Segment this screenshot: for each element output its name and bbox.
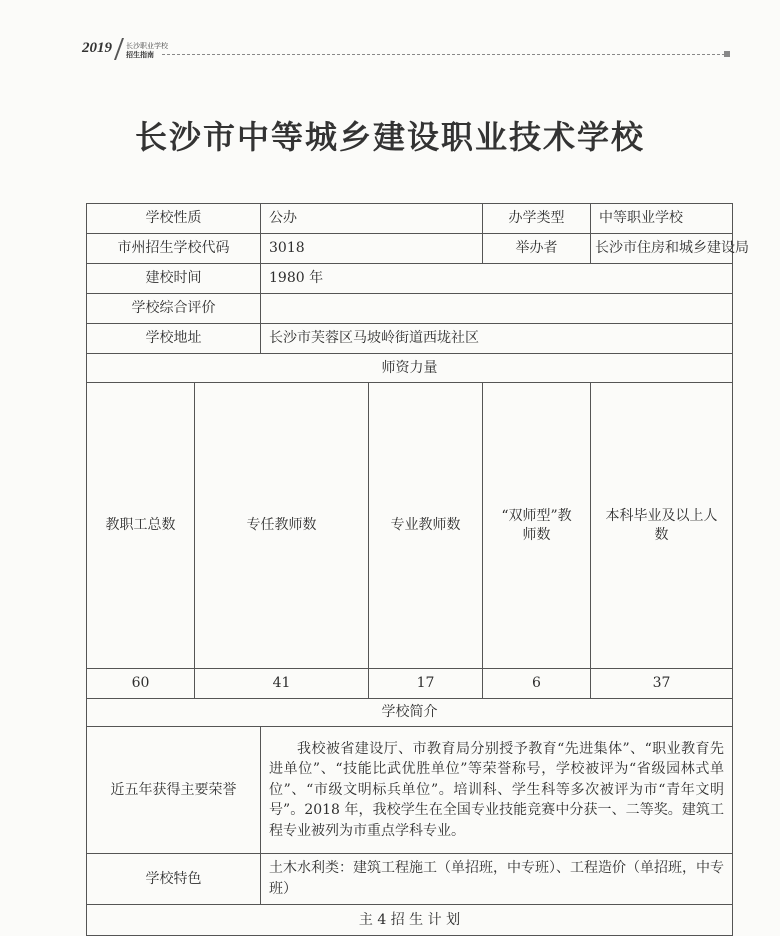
faculty-values-row <box>87 669 733 699</box>
code-value: 3018 <box>261 234 483 264</box>
next-section-title: 主 4 招 生 计 划 <box>87 905 733 936</box>
table-row <box>87 294 733 324</box>
table-row <box>87 324 733 354</box>
header-slash <box>114 38 124 60</box>
address-value: 长沙市芙蓉区马坡岭街道西垅社区 <box>261 324 733 354</box>
page-header <box>82 38 730 62</box>
faculty-section-title: 师资力量 <box>87 354 733 383</box>
table-row <box>87 905 733 936</box>
page-title: 长沙市中等城乡建设职业技术学校 <box>134 118 645 156</box>
faculty-value-professional: 17 <box>369 669 483 699</box>
faculty-header-row <box>87 383 733 669</box>
founded-label: 建校时间 <box>87 264 261 294</box>
sponsor-label: 举办者 <box>483 234 591 264</box>
header-subtitle-1: 长沙职业学校 <box>126 42 168 50</box>
evaluation-label: 学校综合评价 <box>87 294 261 324</box>
honors-text: 我校被省建设厅、市教育局分别授予教育“先进集体”、“职业教育先进单位”、“技能比武优胜单位”等荣誉称号，学校被评为“省级园林式单位”、“市级文明标兵单位”。培训科、学生科等多次被评为市“青年文明号”。2018 年，我校学生在全国专业技能竞赛中分获一、二等奖。建筑工程专业被列为市重点学科专业。 <box>261 727 733 854</box>
faculty-header-professional: 专业教师数 <box>369 383 483 669</box>
code-label: 市州招生学校代码 <box>87 234 261 264</box>
address-label: 学校地址 <box>87 324 261 354</box>
table-row <box>87 234 733 264</box>
table-row <box>87 354 733 383</box>
faculty-value-total: 60 <box>87 669 195 699</box>
faculty-value-bachelor: 37 <box>591 669 733 699</box>
sponsor-value: 长沙市住房和城乡建设局 <box>591 234 733 264</box>
table-row <box>87 727 733 854</box>
faculty-header-bachelor: 本科毕业及以上人数 <box>591 383 733 669</box>
header-rule <box>162 54 730 55</box>
header-subtitle-2: 招生指南 <box>126 51 154 59</box>
table-row <box>87 264 733 294</box>
table-row <box>87 854 733 905</box>
faculty-header-dual: “双师型”教师数 <box>483 383 591 669</box>
type-label: 办学类型 <box>483 204 591 234</box>
table-row <box>87 204 733 234</box>
table-row <box>87 699 733 727</box>
features-label: 学校特色 <box>87 854 261 905</box>
nature-value: 公办 <box>261 204 483 234</box>
type-value: 中等职业学校 <box>591 204 733 234</box>
intro-section-title: 学校简介 <box>87 699 733 727</box>
nature-label: 学校性质 <box>87 204 261 234</box>
faculty-value-fulltime: 41 <box>195 669 369 699</box>
honors-label: 近五年获得主要荣誉 <box>87 727 261 854</box>
features-text: 土木水利类：建筑工程施工（单招班，中专班）、工程造价（单招班，中专班） <box>261 854 733 905</box>
header-rule-end <box>724 51 730 57</box>
founded-value: 1980 年 <box>261 264 733 294</box>
faculty-value-dual: 6 <box>483 669 591 699</box>
faculty-header-total: 教职工总数 <box>87 383 195 669</box>
school-info-table <box>86 203 749 936</box>
faculty-header-fulltime: 专任教师数 <box>195 383 369 669</box>
evaluation-value <box>261 294 733 324</box>
header-year: 2019 <box>82 40 112 56</box>
